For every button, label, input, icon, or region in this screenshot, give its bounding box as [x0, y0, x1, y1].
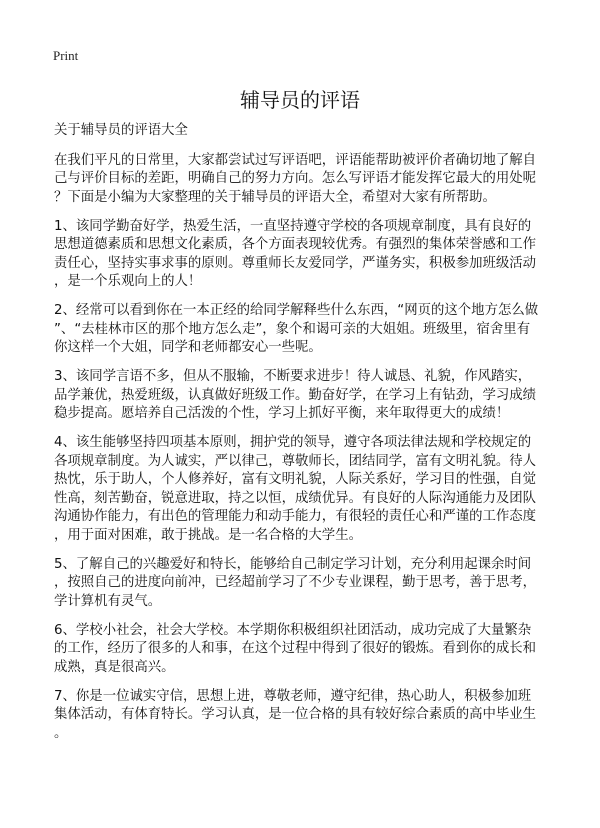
paragraph-line: 稳步提高。愿培养自己活泼的个性，学习上抓好平衡，来年取得更大的成绩！: [54, 406, 510, 421]
paragraph-line: 沟通协作能力，有出色的管理能力和动手能力，有很轻的责任心和严谨的工作态度: [54, 509, 537, 524]
comment-paragraph: [54, 368, 574, 424]
page-title: 辅导员的评语: [240, 88, 360, 112]
paragraph-line: 1、该同学勤奋好学，热爱生活，一直坚持遵守学校的各项规章制度，具有良好的: [54, 218, 532, 234]
print-link[interactable]: Print: [53, 48, 79, 63]
paragraph-line: ，按照自己的进度向前冲，已经超前学习了不少专业课程，勤于思考，善于思考，: [54, 575, 537, 590]
intro-paragraph: [54, 152, 574, 208]
paragraph-line: 集体活动，有体育特长。学习认真，是一位合格的具有较好综合素质的高中毕业生: [54, 707, 537, 722]
paragraph-line: 成熟，真是很高兴。: [54, 659, 175, 675]
paragraph-line: 在我们平凡的日常里，大家都尝试过写评语吧，评语能帮助被评价者确切地了解自: [54, 152, 537, 168]
paragraph-line: ，用于面对困难，敢于挑战。是一名合格的大学生。: [54, 527, 362, 543]
paragraph-line: 5、了解自己的兴趣爱好和特长，能够给自己制定学习计划，充分利用起课余时间: [54, 556, 532, 572]
comment-paragraph: [54, 688, 574, 744]
paragraph-line: ”、“去桂林市区的那个地方怎么走”，象个和谒可亲的大姐姐。班级里，宿舍里有: [54, 321, 531, 337]
paragraph-line: 的工作，经历了很多的人和事，在这个过程中得到了很好的锻炼。看到你的成长和: [54, 641, 537, 656]
paragraph-line: 。: [54, 725, 68, 741]
paragraph-line: 性高，刻苦勤奋，锐意进取，持之以恒，成绩优异。有良好的人际沟通能力及团队: [54, 490, 537, 506]
paragraph-list: [54, 152, 574, 744]
paragraph-line: 你这样一个大姐，同学和老师都安心一些呢。: [54, 340, 322, 355]
paragraph-line: 学计算机有灵气。: [54, 593, 162, 609]
paragraph-line: 2、经常可以看到你在一本正经的给同学解释些什么东西，“网页的这个地方怎么做: [54, 303, 539, 318]
comment-paragraph: [54, 434, 574, 545]
paragraph-line: 4、该生能够坚持四项基本原则，拥护党的领导，遵守各项法律法规和学校规定的: [54, 435, 532, 450]
comment-paragraph: [54, 622, 574, 678]
comment-paragraph: [54, 556, 574, 612]
paragraph-line: 品学兼优，热爱班级，认真做好班级工作。勤奋好学，在学习上有钻劲，学习成绩: [54, 387, 537, 403]
document-body: [54, 122, 574, 754]
paragraph-line: ？下面是小编为大家整理的关于辅导员的评语大全，希望对大家有所帮助。: [54, 189, 496, 205]
paragraph-line: 各项规章制度。为人诚实，严以律己，尊敬师长，团结同学，富有文明礼貌。待人: [54, 453, 537, 469]
subtitle: 关于辅导员的评语大全: [54, 123, 188, 138]
comment-paragraph: [54, 302, 574, 358]
paragraph-line: 己与评价目标的差距，明确自己的努力方向。怎么写评语才能发挥它最大的用处呢: [54, 171, 537, 186]
paragraph-line: 3、该同学言语不多，但从不服输，不断要求进步！待人诚恳、礼貌，作风踏实，: [54, 369, 532, 384]
comment-paragraph: [54, 218, 574, 292]
paragraph-line: 7、你是一位诚实守信，思想上进，尊敬老师，遵守纪律，热心助人，积极参加班: [54, 688, 532, 704]
paragraph-line: 6、学校小社会，社会大学校。本学期你积极组织社团活动，成功完成了大量繁杂: [54, 622, 532, 638]
paragraph-line: ，是一个乐观向上的人！: [54, 274, 202, 289]
paragraph-line: 热忱，乐于助人，个人修养好，富有文明礼貌，人际关系好，学习目的性强，自觉: [54, 472, 537, 487]
paragraph-line: 责任心，坚持实事求事的原则。尊重师长友爱同学，严谨务实，积极参加班级活动: [54, 255, 537, 271]
paragraph-line: 思想道德素质和思想文化素质，各个方面表现较优秀。有强烈的集体荣誉感和工作: [54, 237, 537, 252]
